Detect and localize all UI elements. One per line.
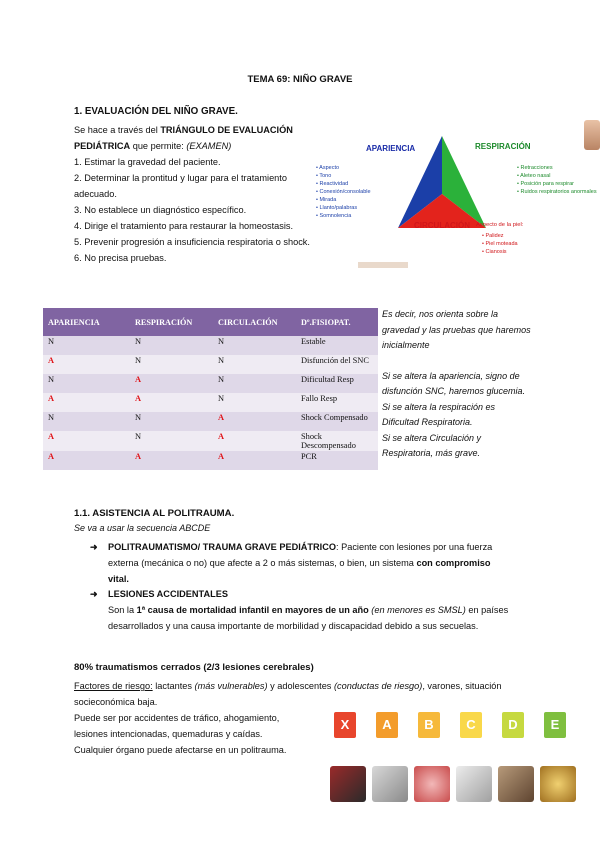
- list-item: • Cianosis: [482, 248, 518, 256]
- arrow-icon: ➜: [90, 589, 98, 599]
- airway-photo-image: [372, 766, 408, 802]
- triangle-label-circulacion: CIRCULACIÓN: [414, 221, 470, 230]
- letter-text: B: [424, 717, 434, 732]
- bullet-bold: LESIONES ACCIDENTALES: [108, 589, 228, 599]
- table-cell: A: [130, 374, 213, 393]
- stat-line: 80% traumatismos cerrados (2/3 lesiones cerebrales): [74, 662, 314, 673]
- abcde-letter-d: [502, 712, 524, 738]
- table-cell: N: [43, 336, 130, 355]
- abcde-letter-c: [460, 712, 482, 738]
- list-item: • Llanto/palabras: [316, 204, 371, 212]
- photo-strip-image: [358, 262, 408, 268]
- note-line: Si se altera la respiración es Dificultad Respiratoria.: [382, 401, 496, 427]
- list-item: 2. Determinar la prontitud y lugar para el tratamiento adecuado.: [74, 173, 287, 199]
- list-item: • Aleteo nasal: [517, 172, 599, 180]
- bullet-title: [108, 586, 510, 602]
- abcde-letter-a: [376, 712, 398, 738]
- list-item: • Piel moteada: [482, 240, 518, 248]
- table-row: [43, 374, 378, 393]
- bleeding-photo-image: [330, 766, 366, 802]
- organ-paragraph: Cualquier órgano puede afectarse en un politrauma.: [74, 745, 287, 755]
- table-cell: A: [43, 431, 130, 451]
- table-cell: N: [213, 393, 296, 412]
- accidents-text: [74, 710, 310, 758]
- table-cell: N: [130, 336, 213, 355]
- list-item: • Posición para respirar: [517, 180, 599, 188]
- section-heading-evaluacion: 1. EVALUACIÓN DEL NIÑO GRAVE.: [74, 106, 238, 117]
- bullet-bold-mid: 1ª causa de mortalidad infantil en mayores de un año: [136, 605, 369, 615]
- bullet-italic: (en menores es SMSL): [368, 605, 466, 615]
- table-header: CIRCULACIÓN: [213, 308, 296, 336]
- table-cell: A: [213, 412, 296, 431]
- table-cell: N: [213, 355, 296, 374]
- section-subtitle: Se va a usar la secuencia ABCDE: [74, 523, 211, 533]
- table-cell: A: [213, 431, 296, 451]
- table-header: RESPIRACIÓN: [130, 308, 213, 336]
- exposure-photo-image: [540, 766, 576, 802]
- bullet-body: : Paciente con lesiones por una fuerza externa (mecánica o no) que afecte a 2 o más sistemas, o bien, un sistema: [108, 542, 493, 568]
- intro-text-bold: TRIÁNGULO DE EVALUACIÓN PEDIÁTRICA: [74, 125, 293, 151]
- letter-text: A: [382, 717, 392, 732]
- table-cell: A: [43, 393, 130, 412]
- triangle-table: [43, 308, 378, 470]
- risk-text: lactantes: [152, 681, 195, 691]
- table-cell: A: [130, 393, 213, 412]
- note-line: Si se altera Circulación y Respiratoria, más grave.: [382, 432, 482, 458]
- table-row: [43, 393, 378, 412]
- table-cell: N: [130, 431, 213, 451]
- table-body: [43, 336, 378, 470]
- table-row: [43, 412, 378, 431]
- table-row: [43, 336, 378, 355]
- table-cell: A: [43, 355, 130, 374]
- section-heading-politrauma: 1.1. ASISTENCIA AL POLITRAUMA.: [74, 508, 235, 519]
- list-item: • Palidez: [482, 232, 518, 240]
- list-item: • Tono: [316, 172, 371, 180]
- table-cell: Estable: [296, 336, 378, 355]
- list-item: • Retracciones: [517, 164, 599, 172]
- table-cell: N: [130, 412, 213, 431]
- table-row: [43, 431, 378, 451]
- list-item: 5. Prevenir progresión a insuficiencia respiratoria o shock.: [74, 237, 310, 247]
- table-cell: A: [213, 451, 296, 470]
- table-cell: A: [130, 451, 213, 470]
- respiracion-list: [517, 164, 599, 196]
- page-title: TEMA 69: NIÑO GRAVE: [247, 74, 353, 85]
- bullet-text: [108, 602, 510, 634]
- apariencia-list: [316, 164, 371, 220]
- abcde-letter-x: [334, 712, 356, 738]
- bullet-politraumatismo: [90, 539, 510, 587]
- list-item: • Ruidos respiratorios anormales: [517, 188, 599, 196]
- lungs-photo-image: [414, 766, 450, 802]
- list-item: 4. Dirige el tratamiento para restaurar la homeostasis.: [74, 221, 294, 231]
- bullet-body: Son la: [108, 605, 137, 615]
- letter-text: D: [508, 717, 518, 732]
- table-header-row: [43, 308, 378, 336]
- list-item: • Mirada: [316, 196, 371, 204]
- circulacion-title: Aspecto de la piel:: [476, 222, 524, 228]
- bullet-bold-end: con compromiso vital.: [108, 558, 491, 584]
- letter-text: X: [340, 717, 350, 732]
- risk-italic: (conductas de riesgo): [333, 681, 423, 691]
- arrow-icon: ➜: [90, 542, 98, 552]
- list-item: 3. No establece un diagnóstico específico.: [74, 205, 247, 215]
- eyes-photo-image: [498, 766, 534, 802]
- note-line: Es decir, nos orienta sobre la gravedad y las pruebas que haremos inicialmente: [382, 309, 531, 350]
- table-cell: N: [213, 336, 296, 355]
- bullet-lesiones: [90, 586, 510, 634]
- table-note: [382, 307, 532, 462]
- table-cell: Shock Compensado: [296, 412, 378, 431]
- risk-text: , varones, situación socieconómica baja.: [74, 681, 502, 707]
- abcde-graphic: [330, 710, 580, 810]
- risk-factors: [74, 678, 514, 710]
- note-line: Si se altera la apariencia, signo de disfunción SNC, haremos glucemia.: [382, 370, 526, 396]
- bullet-body-end: en países desarrollados y una causa importante de morbilidad y discapacidad debido a sus secuelas.: [108, 605, 509, 631]
- letter-text: C: [466, 717, 476, 732]
- triangle-label-respiracion: RESPIRACIÓN: [475, 142, 531, 151]
- list-item: • Reactividad: [316, 180, 371, 188]
- table-cell: N: [130, 355, 213, 374]
- intro-paragraph: [74, 122, 314, 154]
- intro-text-c: que permite:: [130, 141, 187, 151]
- table-cell: N: [43, 412, 130, 431]
- pediatric-triangle-diagram: [312, 118, 600, 270]
- accidents-paragraph: Puede ser por accidentes de tráfico, ahogamiento, lesiones intencionadas, quemaduras y caídas.: [74, 713, 280, 739]
- table-cell: N: [43, 374, 130, 393]
- face-photo-image: [584, 120, 600, 150]
- triangle-label-apariencia: APARIENCIA: [366, 144, 416, 153]
- list-item: • Conexión/consolable: [316, 188, 371, 196]
- evaluation-text: [74, 122, 314, 266]
- table-cell: Disfunción del SNC: [296, 355, 378, 374]
- abcde-letter-b: [418, 712, 440, 738]
- bullet-bold: POLITRAUMATISMO/ TRAUMA GRAVE PEDIÁTRICO: [108, 542, 336, 552]
- abcde-letter-e: [544, 712, 566, 738]
- intro-text-italic: (EXAMEN): [186, 141, 232, 151]
- list-item: • Aspecto: [316, 164, 371, 172]
- table-header: Dº.FISIOPAT.: [296, 308, 378, 336]
- table-cell: Shock Descompensado: [296, 431, 378, 451]
- table-row: [43, 355, 378, 374]
- risk-paragraph: [74, 678, 514, 710]
- table-row: [43, 451, 378, 470]
- list-item: • Somnolencia: [316, 212, 371, 220]
- risk-italic: (más vulnerables): [194, 681, 268, 691]
- risk-text: y adolescentes: [267, 681, 334, 691]
- list-item: 6. No precisa pruebas.: [74, 253, 167, 263]
- list-item: 1. Estimar la gravedad del paciente.: [74, 157, 221, 167]
- table-cell: A: [43, 451, 130, 470]
- circulation-photo-image: [456, 766, 492, 802]
- evaluation-table: [43, 308, 378, 470]
- circulacion-list: [482, 232, 518, 256]
- letter-text: E: [550, 717, 560, 732]
- table-cell: PCR: [296, 451, 378, 470]
- intro-text-a: Se hace a través del: [74, 125, 161, 135]
- table-cell: Dificultad Resp: [296, 374, 378, 393]
- table-header: APARIENCIA: [43, 308, 130, 336]
- risk-label: Factores de riesgo:: [74, 681, 153, 691]
- table-cell: Fallo Resp: [296, 393, 378, 412]
- bullet-text: [108, 539, 510, 587]
- table-cell: N: [213, 374, 296, 393]
